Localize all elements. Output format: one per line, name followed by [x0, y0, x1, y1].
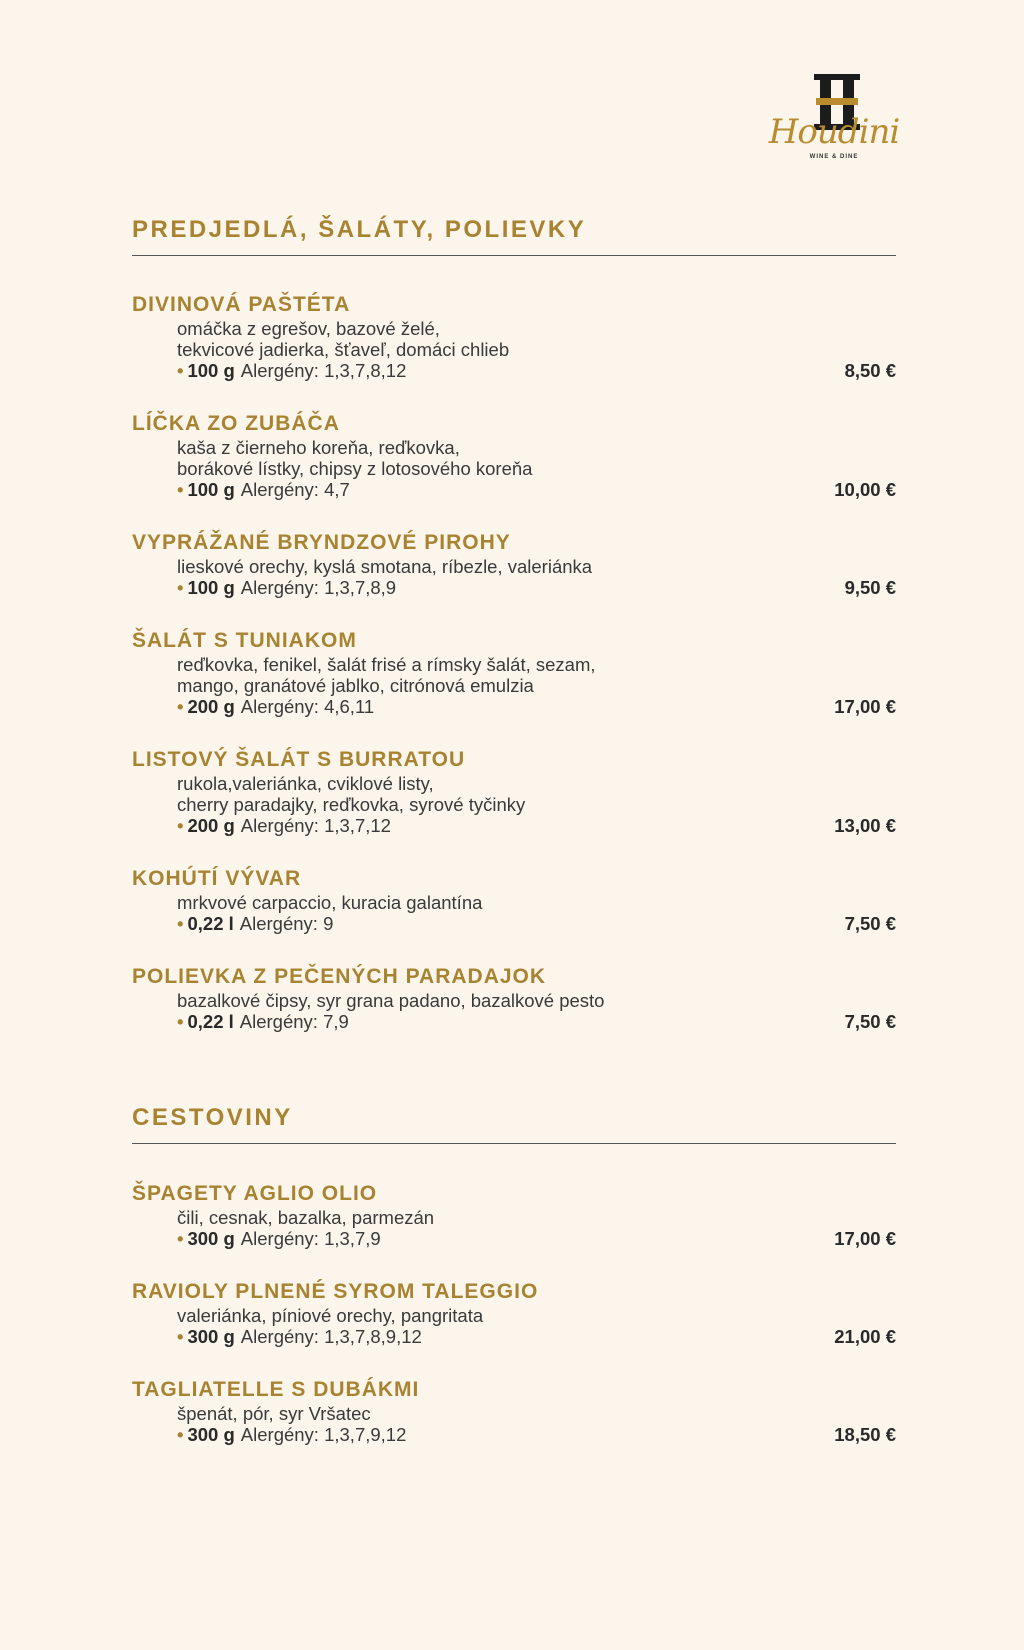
menu-item: [132, 747, 896, 836]
dish-weight: 0,22 l: [187, 1011, 234, 1032]
dish-allergens: Alergény: 7,9: [239, 1011, 349, 1032]
dish-price: 13,00 €: [834, 815, 896, 836]
dish-weight: 200 g: [187, 815, 235, 836]
dish-weight: 300 g: [187, 1228, 235, 1249]
dish-description: čili, cesnak, bazalka, parmezán: [177, 1207, 435, 1228]
bullet-icon: •: [177, 1228, 184, 1249]
dish-description: borákové lístky, chipsy z lotosového koreňa: [177, 458, 533, 479]
dish-description: reďkovka, fenikel, šalát frisé a rímsky šalát, sezam,: [177, 654, 596, 675]
dish-description: tekvicové jadierka, šťaveľ, domáci chlieb: [177, 339, 510, 360]
dish-price: 7,50 €: [844, 1011, 896, 1032]
dish-meta: [177, 815, 896, 836]
dish-meta: [177, 360, 896, 381]
dish-description: lieskové orechy, kyslá smotana, ríbezle, valeriánka: [177, 556, 593, 577]
dish-weight: 300 g: [187, 1424, 235, 1445]
dish-price: 18,50 €: [834, 1424, 896, 1445]
dish-allergens: Alergény: 4,6,11: [240, 696, 375, 717]
dish-price: 17,00 €: [834, 1228, 896, 1249]
menu-item: [132, 628, 896, 717]
section-predjedla: [132, 215, 896, 256]
dish-description: mango, granátové jablko, citrónová emulzia: [177, 675, 534, 696]
section-title: CESTOVINY: [132, 1104, 293, 1131]
dish-description: cherry paradajky, reďkovka, syrové tyčinky: [177, 794, 526, 815]
dish-description: rukola,valeriánka, cviklové listy,: [177, 773, 434, 794]
dish-price: 7,50 €: [844, 913, 896, 934]
bullet-icon: •: [177, 360, 184, 381]
dish-name: VYPRÁŽANÉ BRYNDZOVÉ PIROHY: [132, 531, 511, 554]
dish-name: ŠPAGETY AGLIO OLIO: [132, 1182, 378, 1205]
dish-meta: [177, 1424, 896, 1445]
section-cestoviny: [132, 1103, 896, 1144]
dish-meta: [177, 696, 896, 717]
houdini-logo: [754, 74, 914, 164]
bullet-icon: •: [177, 577, 184, 598]
bullet-icon: •: [177, 1424, 184, 1445]
dish-price: 21,00 €: [834, 1326, 896, 1347]
dish-name: TAGLIATELLE S DUBÁKMI: [132, 1378, 420, 1401]
bullet-icon: •: [177, 1326, 184, 1347]
dish-description: valeriánka, píniové orechy, pangritata: [177, 1305, 484, 1326]
bullet-icon: •: [177, 696, 184, 717]
menu-item: [132, 1377, 896, 1445]
dish-allergens: Alergény: 1,3,7,8,9: [240, 577, 397, 598]
dish-allergens: Alergény: 1,3,7,9,12: [240, 1424, 407, 1445]
dish-meta: [177, 577, 896, 598]
menu-item: [132, 292, 896, 381]
section-title: PREDJEDLÁ, ŠALÁTY, POLIEVKY: [132, 216, 587, 243]
dish-name: KOHÚTÍ VÝVAR: [132, 867, 302, 890]
dish-meta: [177, 1228, 896, 1249]
dish-name: LÍČKA ZO ZUBÁČA: [132, 412, 340, 435]
dish-weight: 300 g: [187, 1326, 235, 1347]
bullet-icon: •: [177, 913, 184, 934]
dish-price: 17,00 €: [834, 696, 896, 717]
dish-name: LISTOVÝ ŠALÁT S BURRATOU: [132, 748, 466, 771]
dish-weight: 100 g: [187, 577, 235, 598]
section-divider: [132, 255, 896, 256]
menu-item: [132, 411, 896, 500]
dish-meta: [177, 479, 896, 500]
dish-allergens: Alergény: 1,3,7,8,9,12: [240, 1326, 422, 1347]
dish-weight: 200 g: [187, 696, 235, 717]
dish-meta: [177, 913, 896, 934]
dish-weight: 0,22 l: [187, 913, 234, 934]
menu-item: [132, 866, 896, 934]
dish-price: 9,50 €: [844, 577, 896, 598]
dish-weight: 100 g: [187, 479, 235, 500]
dish-name: ŠALÁT S TUNIAKOM: [132, 629, 357, 652]
dish-allergens: Alergény: 4,7: [240, 479, 350, 500]
dish-name: POLIEVKA Z PEČENÝCH PARADAJOK: [132, 965, 547, 988]
dish-weight: 100 g: [187, 360, 235, 381]
menu-item: [132, 964, 896, 1032]
logo-tagline: WINE & DINE: [809, 154, 859, 160]
dish-meta: [177, 1011, 896, 1032]
logo-wordmark: Houdini: [768, 112, 900, 152]
dish-description: mrkvové carpaccio, kuracia galantína: [177, 892, 483, 913]
menu-item: [132, 1181, 896, 1249]
bullet-icon: •: [177, 479, 184, 500]
bullet-icon: •: [177, 815, 184, 836]
dish-allergens: Alergény: 9: [239, 913, 334, 934]
menu-item: [132, 530, 896, 598]
dish-allergens: Alergény: 1,3,7,8,12: [240, 360, 407, 381]
dish-name: RAVIOLY PLNENÉ SYROM TALEGGIO: [132, 1280, 539, 1303]
dish-description: špenát, pór, syr Vršatec: [177, 1403, 371, 1424]
dish-allergens: Alergény: 1,3,7,12: [240, 815, 391, 836]
menu-item: [132, 1279, 896, 1347]
dish-description: omáčka z egrešov, bazové želé,: [177, 318, 440, 339]
dish-allergens: Alergény: 1,3,7,9: [240, 1228, 381, 1249]
bullet-icon: •: [177, 1011, 184, 1032]
dish-description: bazalkové čipsy, syr grana padano, bazalkové pesto: [177, 990, 605, 1011]
dish-price: 10,00 €: [834, 479, 896, 500]
dish-price: 8,50 €: [844, 360, 896, 381]
dish-name: DIVINOVÁ PAŠTÉTA: [132, 293, 351, 316]
section-divider: [132, 1143, 896, 1144]
dish-description: kaša z čierneho koreňa, reďkovka,: [177, 437, 460, 458]
dish-meta: [177, 1326, 896, 1347]
